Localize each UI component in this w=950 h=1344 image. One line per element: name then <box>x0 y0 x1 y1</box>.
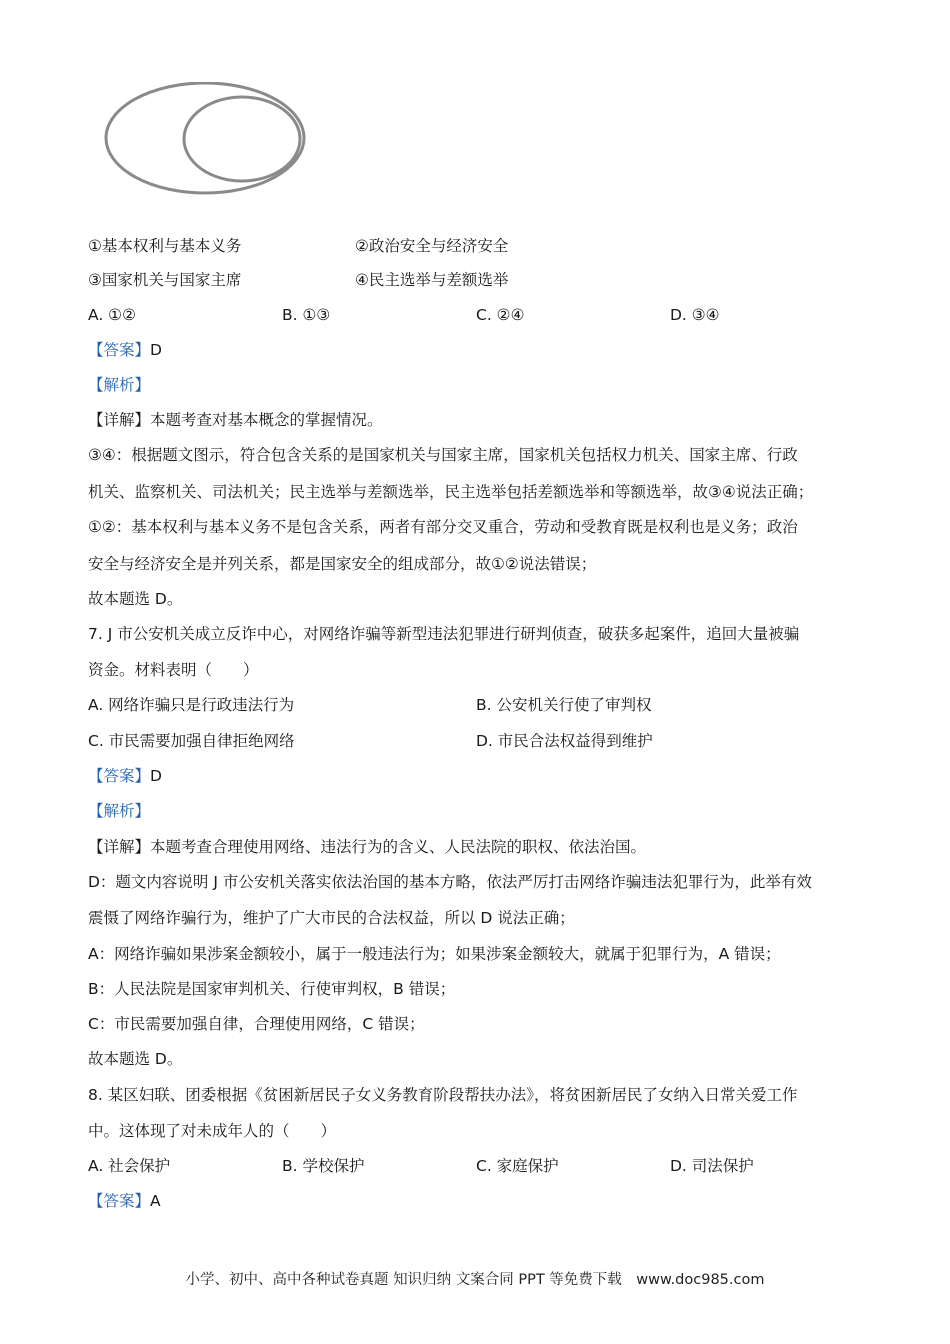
item-2: ②政治安全与经济安全 <box>355 237 509 255</box>
q6-line-1: ③④：根据题文图示，符合包含关系的是国家机关与国家主席，国家机关包括权力机关、国家主席、行政 <box>88 446 798 464</box>
item-4: ④民主选举与差额选举 <box>355 271 509 289</box>
q6-option-a: A. ①② <box>88 306 136 324</box>
item-3: ③国家机关与国家主席 <box>88 271 242 289</box>
q7-option-d: D. 市民合法权益得到维护 <box>476 732 653 750</box>
q8-answer: 【答案】A <box>88 1192 161 1210</box>
q7-stem-2: 资金。材料表明（ ） <box>88 661 259 679</box>
q7-option-b: B. 公安机关行使了审判权 <box>476 696 652 714</box>
q8-stem-2: 中。这体现了对未成年人的（ ） <box>88 1122 337 1140</box>
q7-option-a: A. 网络诈骗只是行政违法行为 <box>88 696 295 714</box>
q7-stem-1: 7. J 市公安机关成立反诈中心，对网络诈骗等新型违法犯罪进行研判侦查，破获多起案件，追回大量被骗 <box>88 625 800 643</box>
q6-analysis-label: 【解析】 <box>88 376 151 394</box>
q7-line-3: A：网络诈骗如果涉案金额较小，属于一般违法行为；如果涉案金额较大，就属于犯罪行为，A 错误； <box>88 945 781 963</box>
q8-option-c: C. 家庭保护 <box>476 1157 559 1175</box>
q7-answer: 【答案】D <box>88 767 162 785</box>
q7-line-4: B：人民法院是国家审判机关、行使审判权，B 错误； <box>88 980 456 998</box>
q6-detail: 【详解】本题考查对基本概念的掌握情况。 <box>88 411 383 429</box>
q7-analysis-label: 【解析】 <box>88 802 151 820</box>
q7-line-5: C：市民需要加强自律，合理使用网络，C 错误； <box>88 1015 425 1033</box>
q6-line-5: 故本题选 D。 <box>88 590 183 608</box>
q7-line-6: 故本题选 D。 <box>88 1050 183 1068</box>
q6-line-3: ①②：基本权利与基本义务不是包含关系，两者有部分交叉重合，劳动和受教育既是权利也是义务；政治 <box>88 518 798 536</box>
q7-line-2: 震慑了网络诈骗行为，维护了广大市民的合法权益，所以 D 说法正确； <box>88 909 575 927</box>
q8-option-d: D. 司法保护 <box>670 1157 754 1175</box>
q6-answer: 【答案】D <box>88 341 162 359</box>
q8-option-b: B. 学校保护 <box>282 1157 365 1175</box>
q6-option-c: C. ②④ <box>476 306 525 324</box>
q7-detail: 【详解】本题考查合理使用网络、违法行为的含义、人民法院的职权、依法治国。 <box>88 838 647 856</box>
q6-option-b: B. ①③ <box>282 306 331 324</box>
q8-option-a: A. 社会保护 <box>88 1157 171 1175</box>
venn-diagram-icon <box>100 82 320 198</box>
q6-line-4: 安全与经济安全是并列关系，都是国家安全的组成部分，故①②说法错误； <box>88 555 597 573</box>
q6-line-2: 机关、监察机关、司法机关；民主选举与差额选举，民主选举包括差额选举和等额选举，故③④说法正确； <box>88 483 814 501</box>
q6-option-d: D. ③④ <box>670 306 720 324</box>
page-footer: 小学、初中、高中各种试卷真题 知识归纳 文案合同 PPT 等免费下载 www.doc985.com <box>185 1272 765 1288</box>
q7-option-c: C. 市民需要加强自律拒绝网络 <box>88 732 295 750</box>
q7-line-1: D：题文内容说明 J 市公安机关落实依法治国的基本方略，依法严厉打击网络诈骗违法犯罪行为，此举有效 <box>88 873 812 891</box>
item-1: ①基本权利与基本义务 <box>88 237 242 255</box>
q8-stem-1: 8. 某区妇联、团委根据《贫困新居民子女义务教育阶段帮扶办法》，将贫困新居民了女纳入日常关爱工作 <box>88 1086 798 1104</box>
